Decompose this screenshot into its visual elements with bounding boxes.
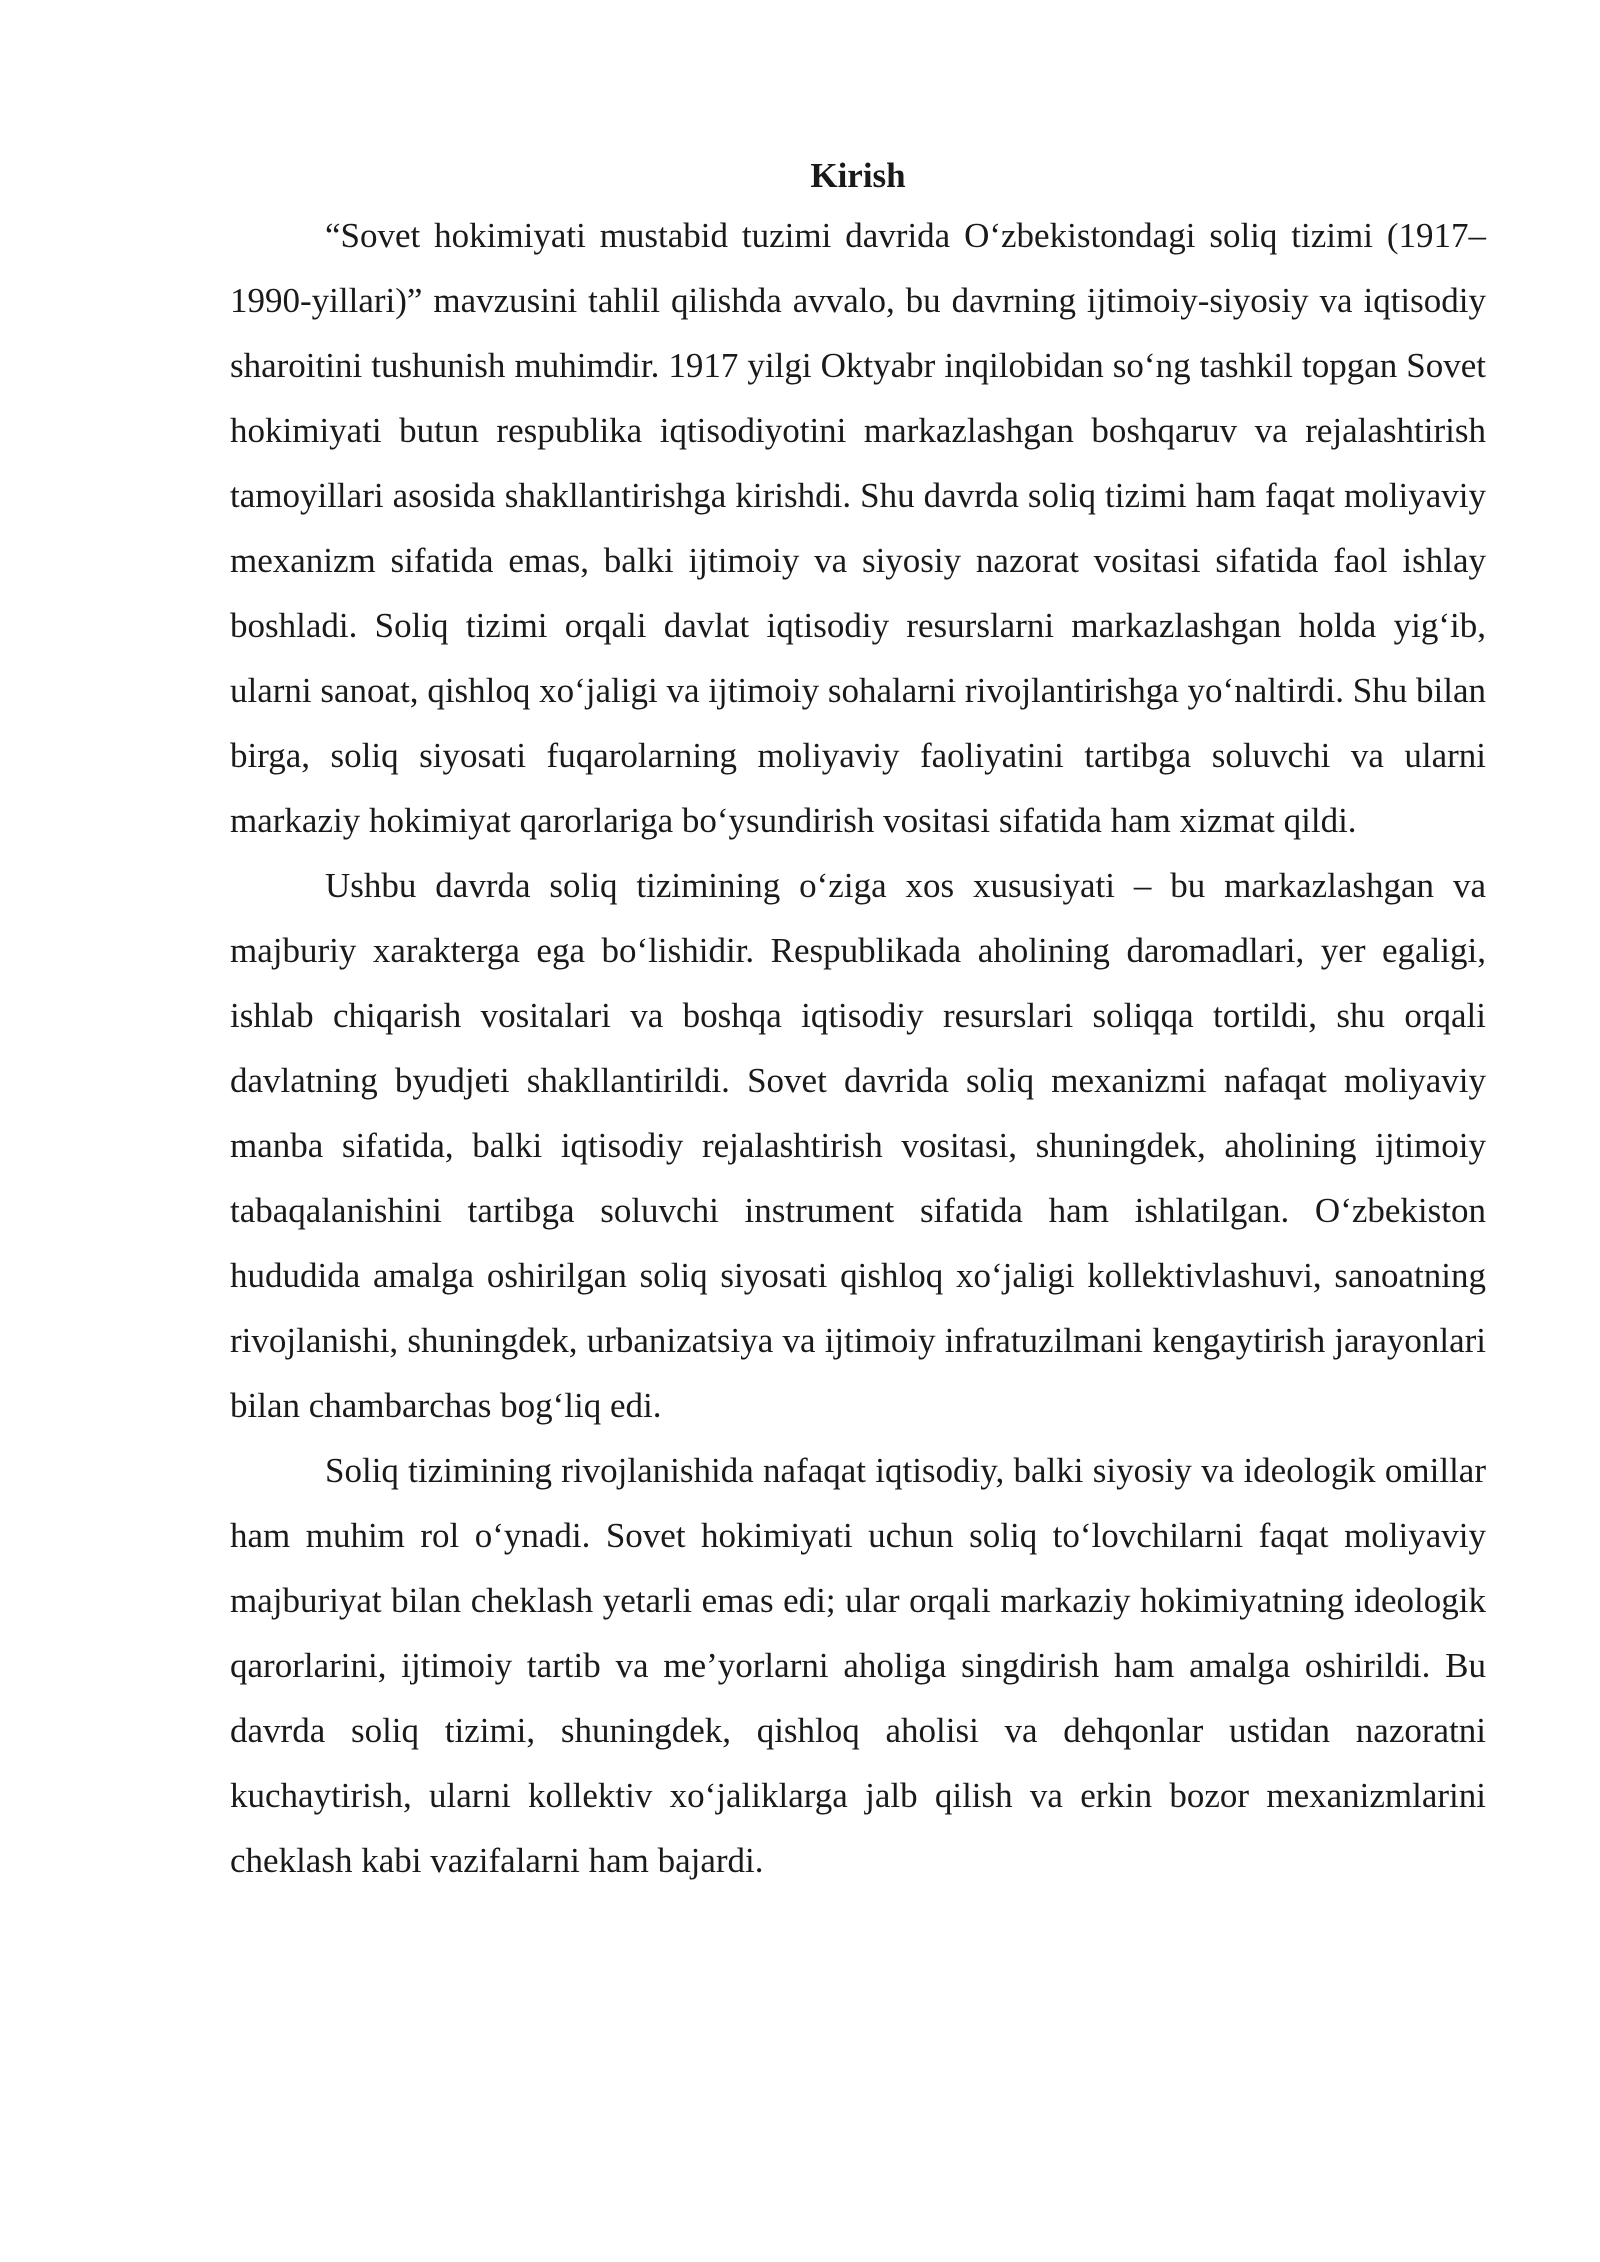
section-title: Kirish <box>810 156 906 195</box>
paragraph-2: Ushbu davrda soliq tizimining o‘ziga xos xususiyati – bu markazlashgan va majburiy xarakterga ega bo‘lishidir. Respublikada aholining daromadlari, yer egaligi, ishlab chiqarish vositalari va boshqa iqtisodiy resurslari soliqqa tortildi, shu orqali davlatning byudjeti shakllantirildi. Sovet davrida soliq mexanizmi nafaqat moliyaviy manba sifatida, balki iqtisodiy rejalashtirish vositasi, shuningdek, aholining ijtimoiy tabaqalanishini tartibga soluvchi instrument sifatida ham ishlatilgan. O‘zbekiston hududida amalga oshirilgan soliq siyosati qishloq xo‘jaligi kollektivlashuvi, sanoatning rivojlanishi, shuningdek, urbanizatsiya va ijtimoiy infratuzilmani kengaytirish jarayonlari bilan chambarchas bog‘liq edi. <box>230 866 1486 1425</box>
paragraph-1: “Sovet hokimiyati mustabid tuzimi davrida O‘zbekistondagi soliq tizimi (1917–1990-yillari)” mavzusini tahlil qilishda avvalo, bu davrning ijtimoiy-siyosiy va iqtisodiy sharoitini tushunish muhimdir. 1917 yilgi Oktyabr inqilobidan so‘ng tashkil topgan Sovet hokimiyati butun respublika iqtisodiyotini markazlashgan boshqaruv va rejalashtirish tamoyillari asosida shakllantirishga kirishdi. Shu davrda soliq tizimi ham faqat moliyaviy mexanizm sifatida emas, balki ijtimoiy va siyosiy nazorat vositasi sifatida faol ishlay boshladi. Soliq tizimi orqali davlat iqtisodiy resurslarni markazlashgan holda yig‘ib, ularni sanoat, qishloq xo‘jaligi va ijtimoiy sohalarni rivojlantirishga yo‘naltirdi. Shu bilan birga, soliq siyosati fuqarolarning moliyaviy faoliyatini tartibga soluvchi va ularni markaziy hokimiyat qarorlariga bo‘ysundirish vositasi sifatida ham xizmat qildi. <box>230 216 1486 840</box>
paragraph-3: Soliq tizimining rivojlanishida nafaqat iqtisodiy, balki siyosiy va ideologik omillar ham muhim rol o‘ynadi. Sovet hokimiyati uchun soliq to‘lovchilarni faqat moliyaviy majburiyat bilan cheklash yetarli emas edi; ular orqali markaziy hokimiyatning ideologik qarorlarini, ijtimoiy tartib va me’yorlarni aholiga singdirish ham amalga oshirildi. Bu davrda soliq tizimi, shuningdek, qishloq aholisi va dehqonlar ustidan nazoratni kuchaytirish, ularni kollektiv xo‘jaliklarga jalb qilish va erkin bozor mexanizmlarini cheklash kabi vazifalarni ham bajardi. <box>230 1451 1486 1880</box>
document-body <box>230 148 1486 1893</box>
